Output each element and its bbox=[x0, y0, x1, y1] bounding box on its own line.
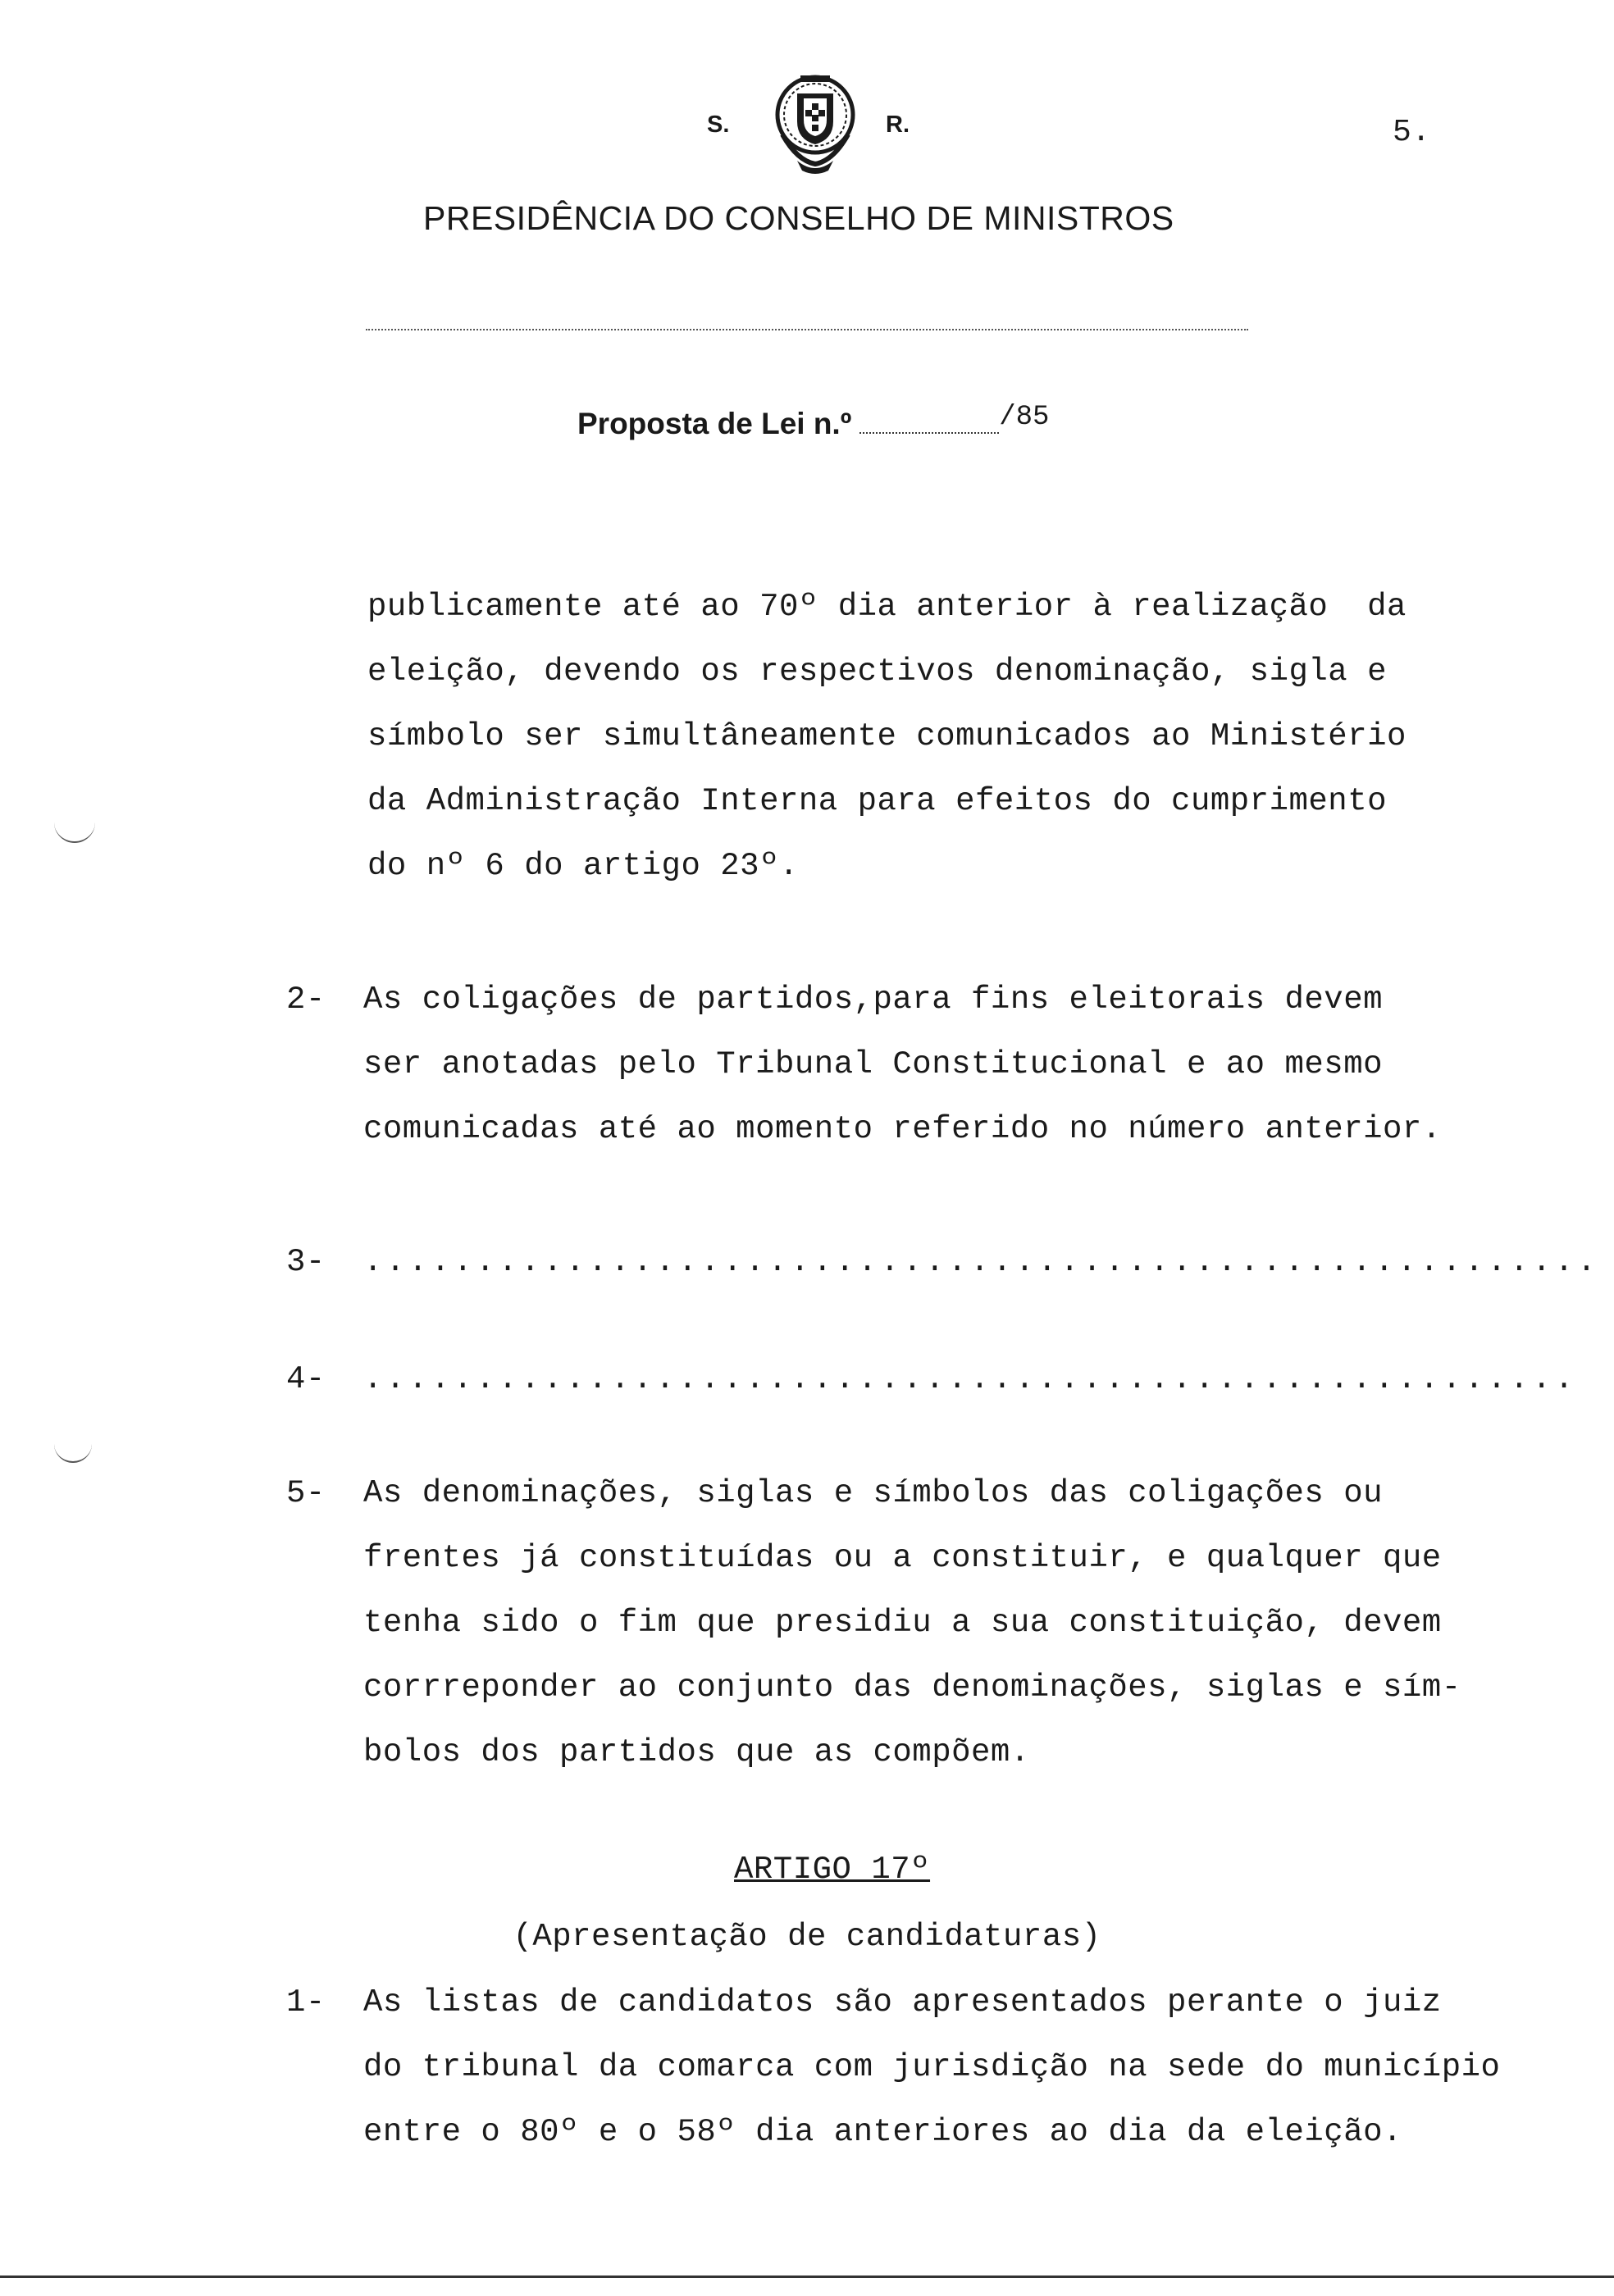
article-title: ARTIGO 17º bbox=[734, 1852, 931, 1888]
continuation-line: publicamente até ao 70º dia anterior à realização da bbox=[367, 589, 1407, 625]
article-subtitle: (Apresentação de candidaturas) bbox=[513, 1919, 1101, 1955]
item-line: do tribunal da comarca com jurisdição na sede do município bbox=[363, 2049, 1501, 2085]
omitted-text-dots: ...................................................... bbox=[363, 1361, 1577, 1397]
page-bottom-edge bbox=[0, 2276, 1614, 2278]
header-letter-s: S. bbox=[707, 112, 730, 138]
item-number: 2- bbox=[286, 982, 326, 1018]
margin-punch-mark bbox=[54, 1443, 92, 1463]
coat-of-arms-icon bbox=[764, 69, 866, 177]
item-number: 1- bbox=[286, 1984, 326, 2020]
continuation-line: eleição, devendo os respectivos denominação, sigla e bbox=[367, 654, 1387, 690]
item-line: ser anotadas pelo Tribunal Constitucional e ao mesmo bbox=[363, 1046, 1383, 1082]
proposta-number: /85 bbox=[999, 402, 1050, 433]
item-line: entre o 80º e o 58º dia anteriores ao dia da eleição. bbox=[363, 2114, 1402, 2150]
continuation-line: da Administração Interna para efeitos do cumprimento bbox=[367, 783, 1387, 819]
item-number: 3- bbox=[286, 1244, 326, 1280]
continuation-line: do nº 6 do artigo 23º. bbox=[367, 848, 799, 884]
item-line: comunicadas até ao momento referido no número anterior. bbox=[363, 1111, 1442, 1147]
proposta-line bbox=[577, 402, 1050, 443]
item-line: As denominações, siglas e símbolos das coligações ou bbox=[363, 1475, 1383, 1511]
item-number: 5- bbox=[286, 1475, 326, 1511]
item-line: bolos dos partidos que as compõem. bbox=[363, 1734, 1030, 1770]
item-line: frentes já constituídas ou a constituir, e qualquer que bbox=[363, 1540, 1442, 1576]
omitted-text-dots: ....................................................... bbox=[363, 1244, 1600, 1280]
page-number: 5. bbox=[1393, 115, 1431, 150]
ministry-title: PRESIDÊNCIA DO CONSELHO DE MINISTROS bbox=[423, 199, 1174, 237]
header-letter-r: R. bbox=[886, 112, 910, 138]
proposta-number-blank bbox=[859, 432, 999, 434]
item-number: 4- bbox=[286, 1361, 326, 1397]
margin-punch-mark bbox=[54, 822, 95, 843]
header-dotted-rule bbox=[366, 329, 1248, 330]
item-line: As listas de candidatos são apresentados perante o juiz bbox=[363, 1984, 1442, 2020]
item-line: corrreponder ao conjunto das denominações, siglas e sím- bbox=[363, 1670, 1461, 1706]
continuation-line: símbolo ser simultâneamente comunicados ao Ministério bbox=[367, 718, 1407, 754]
item-line: tenha sido o fim que presidiu a sua constituição, devem bbox=[363, 1605, 1442, 1641]
item-line: As coligações de partidos,para fins eleitorais devem bbox=[363, 982, 1383, 1018]
proposta-label: Proposta de Lei n.º bbox=[577, 407, 852, 440]
